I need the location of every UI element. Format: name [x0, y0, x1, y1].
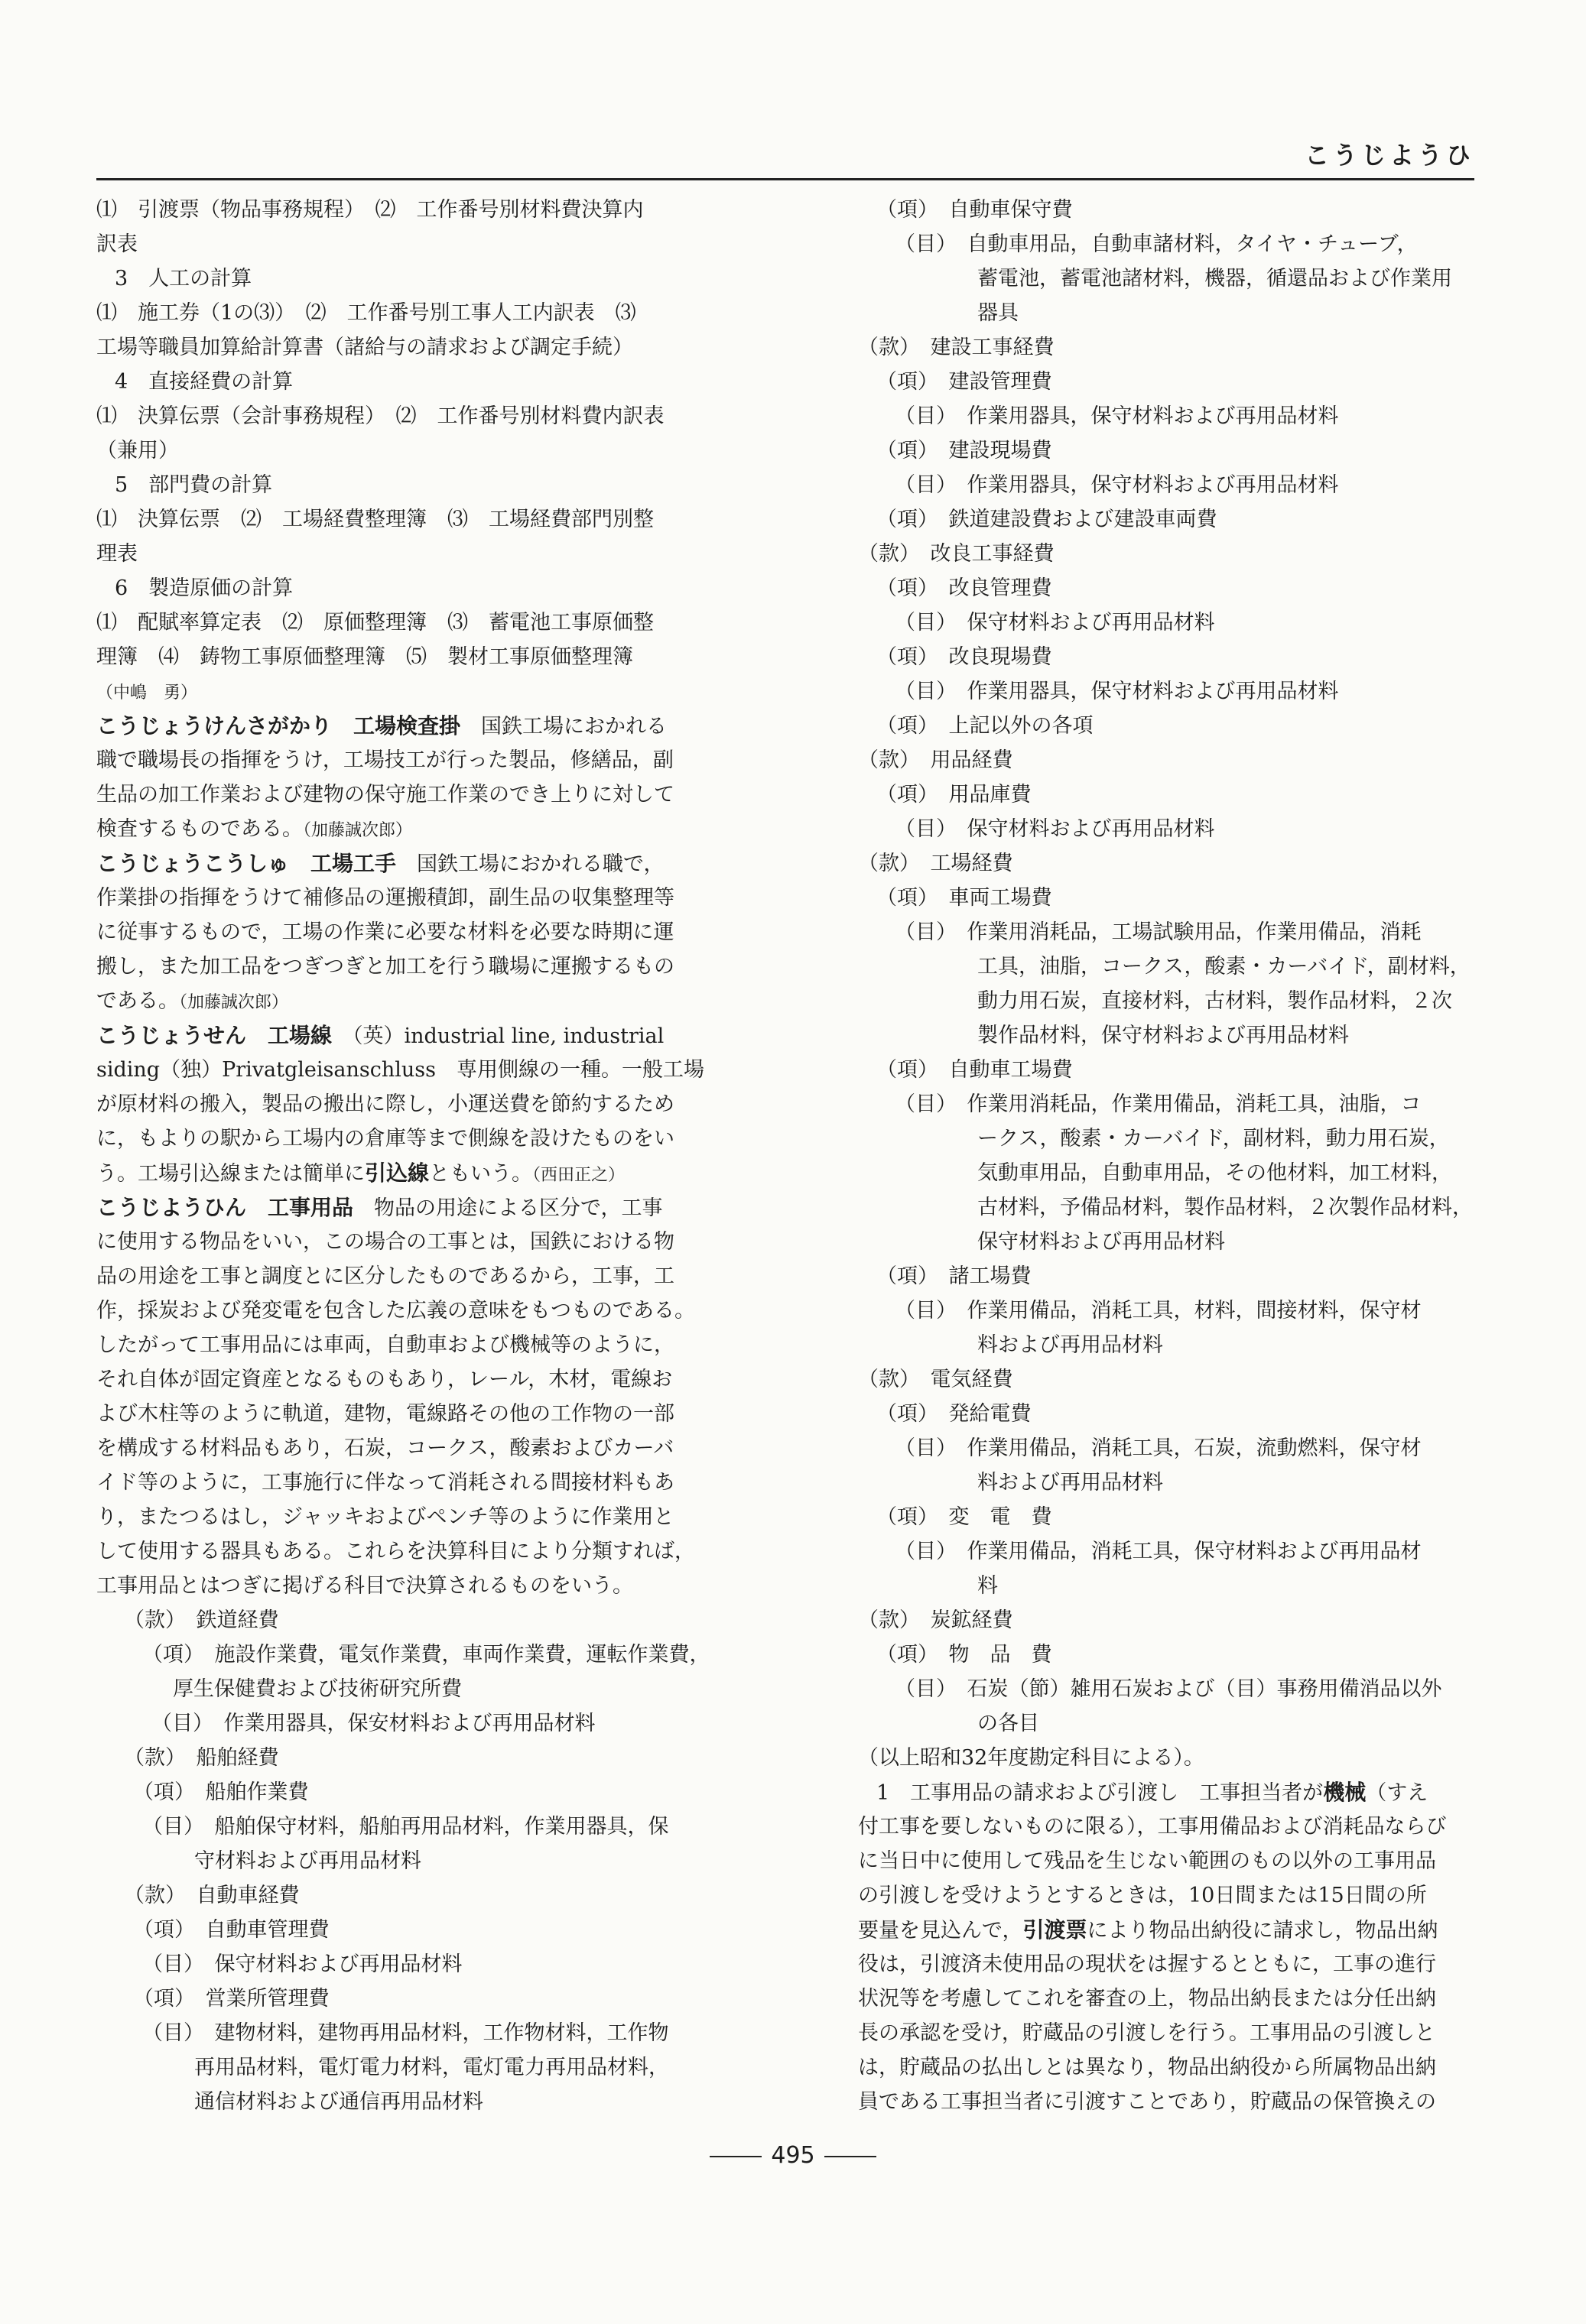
text-line: [96, 1706, 769, 1741]
text-line: [858, 433, 1477, 468]
text-line: [858, 1293, 1477, 1328]
text-run: 古材料，予備品材料，製作品材料，２次製作品材料，: [977, 1196, 1473, 1219]
text-run: 保守材料および再用品材料: [977, 1230, 1225, 1254]
text-run: （款） 工場経費: [858, 852, 1013, 875]
text-line: [96, 433, 769, 468]
text-line: [96, 227, 769, 261]
text-line: [858, 1878, 1477, 1913]
text-line: [858, 1844, 1477, 1878]
text-run: 要量を見込んで，: [858, 1919, 1023, 1943]
text-run: 長の承認を受け，貯蔵品の引渡しを行う。工事用品の引渡しと: [858, 2021, 1435, 2045]
text-run: （目） 作業用器具，保守材料および再用品材料: [895, 404, 1339, 428]
text-line: [858, 193, 1477, 227]
text-run: 5 部門費の計算: [115, 473, 273, 497]
text-line: [96, 640, 769, 674]
text-run: 守材料および再用品材料: [194, 1849, 421, 1873]
text-run: ⑴ 決算伝票（会計事務規程） ⑵ 工作番号別材料費内訳表: [96, 404, 665, 428]
text-line: [96, 1328, 769, 1362]
text-line: [858, 1603, 1477, 1638]
text-line: [96, 1500, 769, 1534]
text-run: 再用品材料，電灯電力材料，電灯電力再用品材料，: [194, 2056, 669, 2079]
text-line: [96, 709, 769, 743]
text-run: （目） 建物材料，建物再用品材料，工作物材料，工作物: [142, 2021, 669, 2045]
text-run: 状況等を考慮してこれを審査の上，物品出納長または分任出納: [858, 1987, 1436, 2011]
text-line: [96, 605, 769, 640]
text-run: （目） 作業用備品，消耗工具，石炭，流動燃料，保守材: [895, 1436, 1422, 1460]
text-line: [858, 1156, 1477, 1190]
text-run: （項） 車両工場費: [876, 886, 1052, 910]
text-run: ークス，酸素・カーバイド，副材料，動力用石炭，: [977, 1127, 1450, 1151]
text-line: [858, 743, 1477, 777]
text-line: [858, 1534, 1477, 1569]
text-run: （款） 改良工事経費: [858, 542, 1055, 566]
text-run: （項） 物 品 費: [876, 1643, 1052, 1667]
text-line: [858, 949, 1477, 984]
text-line: [858, 468, 1477, 502]
text-line: [96, 1947, 769, 1982]
text-line: [96, 296, 769, 330]
page-number-dash-left: [710, 2156, 762, 2157]
text-run: （項） 建設管理費: [876, 370, 1052, 394]
text-line: [858, 881, 1477, 915]
text-run: 理表: [96, 542, 138, 566]
text-line: [96, 1913, 769, 1947]
text-line: [858, 1087, 1477, 1121]
text-line: [858, 1018, 1477, 1053]
text-line: [96, 1982, 769, 2016]
text-line: [96, 571, 769, 605]
text-line: [858, 365, 1477, 399]
text-run: 6 製造原価の計算: [115, 576, 294, 600]
text-run: 製作品材料，保守材料および再用品材料: [977, 1024, 1349, 1047]
text-run: の引渡しを受けようとするときは，10日間または15日間の所: [858, 1884, 1427, 1907]
text-line: [858, 399, 1477, 433]
page-number: 495: [771, 2142, 815, 2169]
text-line: [96, 1431, 769, 1465]
text-run: に当日中に使用して残品を生じない範囲のもの以外の工事用品: [858, 1849, 1436, 1873]
text-line: [96, 1775, 769, 1810]
text-run: したがって工事用品には車両，自動車および機械等のように，: [96, 1333, 674, 1357]
text-line: [96, 330, 769, 365]
text-line: [858, 2050, 1477, 2085]
text-run: （兼用）: [96, 439, 179, 463]
text-line: [858, 1465, 1477, 1500]
text-run: （款） 自動車経費: [124, 1884, 300, 1907]
text-run: （項） 上記以外の各項: [876, 714, 1094, 738]
text-run: は，貯蔵品の払出しとは異なり，物品出納役から所属物品出納: [858, 2056, 1436, 2079]
text-line: [858, 812, 1477, 846]
text-line: [858, 1810, 1477, 1844]
bold-term: こうじょうこうしゅ 工場工手: [96, 851, 397, 876]
text-run: （項） 施設作業費，電気作業費，車両作業費，運転作業費，: [142, 1643, 710, 1667]
text-run: 器具: [977, 301, 1019, 325]
text-run: 付工事を要しないものに限る），工事用備品および消耗品ならび: [858, 1815, 1447, 1839]
text-line: [858, 640, 1477, 674]
bold-term: こうじょうせん 工場線: [96, 1023, 333, 1048]
text-run: 理簿 ⑷ 鋳物工事原価整理簿 ⑸ 製材工事原価整理簿: [96, 645, 633, 669]
text-run: （項） 用品庫費: [876, 783, 1032, 807]
text-line: [96, 365, 769, 399]
text-run: 検査するものである。: [96, 817, 303, 841]
text-line: [96, 1190, 769, 1225]
text-run: （目） 作業用器具，保安材料および再用品材料: [151, 1712, 596, 1735]
text-line: [96, 1534, 769, 1569]
text-run: （款） 鉄道経費: [124, 1608, 279, 1632]
text-line: [858, 1672, 1477, 1706]
page-footer: [0, 2142, 1586, 2169]
text-line: [96, 1156, 769, 1190]
text-run: （すえ: [1366, 1781, 1428, 1805]
text-line: [858, 605, 1477, 640]
text-line: [858, 1259, 1477, 1293]
text-line: [96, 949, 769, 984]
text-run: （目） 作業用消耗品，作業用備品，消耗工具，油脂，コ: [895, 1092, 1422, 1116]
text-line: [96, 1844, 769, 1878]
text-run: 物品の用途による区分で，工事: [353, 1196, 663, 1220]
text-run: 工事用品とはつぎに掲げる科目で決算されるものをいう。: [96, 1574, 633, 1598]
text-run: 生品の加工作業および建物の保守施工作業のでき上りに対して: [96, 783, 674, 807]
text-run: （款） 炭鉱経費: [858, 1608, 1013, 1632]
text-line: [858, 1741, 1477, 1775]
text-run: それ自体が固定資産となるものもあり，レール，木材，電線お: [96, 1368, 673, 1391]
text-line: [96, 1362, 769, 1397]
text-line: [96, 1121, 769, 1156]
text-line: [858, 1121, 1477, 1156]
text-run: が原材料の搬入，製品の搬出に際し，小運送費を節約するため: [96, 1092, 674, 1116]
text-run: り，またつるはし，ジャッキおよびペンチ等のように作業用と: [96, 1505, 674, 1529]
text-run: 作業掛の指揮をうけて補修品の運搬積卸，副生品の収集整理等: [96, 886, 674, 910]
text-run: 役は，引渡済未使用品の現状をは握するとともに，工事の進行: [858, 1952, 1436, 1976]
text-line: [858, 1775, 1477, 1810]
text-line: [858, 502, 1477, 537]
text-run: （項） 建設現場費: [876, 439, 1052, 463]
text-run: 職で職場長の指揮をうけ，工場技工が行った製品，修繕品，副: [96, 748, 674, 772]
text-line: [96, 846, 769, 881]
text-run: 気動車用品，自動車用品，その他材料，加工材料，: [977, 1161, 1452, 1185]
text-line: [858, 330, 1477, 365]
text-line: [96, 2050, 769, 2085]
author-credit: （中嶋 勇）: [96, 683, 198, 703]
text-line: [96, 674, 769, 709]
text-line: [96, 2085, 769, 2119]
text-line: [858, 1500, 1477, 1534]
text-line: [858, 296, 1477, 330]
text-run: （項） 発給電費: [876, 1402, 1032, 1426]
text-run: siding（独）Privatgleisanschluss 専用側線の一種。一般工場: [96, 1058, 704, 1082]
text-line: [858, 1362, 1477, 1397]
text-line: [858, 261, 1477, 296]
text-line: [96, 1087, 769, 1121]
text-run: （項） 諸工場費: [876, 1264, 1032, 1288]
text-run: （目） 作業用備品，消耗工具，保守材料および再用品材: [895, 1540, 1422, 1563]
text-run: 厚生保健費および技術研究所費: [173, 1677, 462, 1701]
text-run: （目） 作業用器具，保守材料および再用品材料: [895, 473, 1339, 497]
text-run: 搬し，また加工品をつぎつぎと加工を行う職場に運搬するもの: [96, 955, 674, 979]
text-line: [858, 674, 1477, 709]
text-run: （目） 自動車用品，自動車諸材料，タイヤ・チューブ，: [895, 232, 1418, 256]
text-run: の各目: [977, 1712, 1039, 1735]
text-run: により物品出納役に請求し，物品出納: [1087, 1919, 1438, 1943]
bold-term: こうじようひん 工事用品: [96, 1195, 354, 1220]
header-rule: [96, 178, 1474, 180]
text-run: ともいう。: [429, 1162, 533, 1186]
right-column: [858, 193, 1477, 2119]
text-run: （目） 作業用器具，保守材料および再用品材料: [895, 680, 1339, 703]
text-line: [96, 1878, 769, 1913]
text-line: [96, 1638, 769, 1672]
text-line: [858, 1638, 1477, 1672]
author-credit: （西田正之）: [532, 1166, 626, 1185]
text-run: に従事するもので，工場の作業に必要な材料を必要な時期に運: [96, 920, 674, 944]
text-run: である。: [96, 989, 179, 1013]
text-line: [96, 537, 769, 571]
text-line: [96, 2016, 769, 2050]
text-line: [858, 777, 1477, 812]
text-run: （目） 石炭（節）雑用石炭および（目）事務用備消品以外: [895, 1677, 1442, 1701]
text-line: [96, 1397, 769, 1431]
text-line: [96, 1259, 769, 1293]
text-line: [858, 1190, 1477, 1225]
text-run: 4 直接経費の計算: [115, 370, 294, 394]
text-line: [858, 1569, 1477, 1603]
text-line: [96, 812, 769, 846]
text-line: [96, 1018, 769, 1053]
text-line: [96, 1569, 769, 1603]
text-run: （項） 鉄道建設費および建設車両費: [876, 508, 1217, 531]
text-run: （項） 自動車工場費: [876, 1058, 1073, 1082]
text-line: [96, 1810, 769, 1844]
text-run: （目） 作業用備品，消耗工具，材料，間接材料，保守材: [895, 1299, 1422, 1323]
text-line: [96, 1741, 769, 1775]
text-run: 1 工事用品の請求および引渡し 工事担当者が: [876, 1781, 1324, 1805]
text-run: （目） 船舶保守材料，船舶再用品材料，作業用器具，保: [142, 1815, 669, 1839]
text-run: 蓄電池，蓄電池諸材料，機器，循還品および作業用: [977, 267, 1452, 290]
text-run: （項） 自動車保守費: [876, 198, 1073, 222]
text-run: ⑴ 施工券（1の⑶） ⑵ 工作番号別工事人工内訳表 ⑶: [96, 301, 636, 325]
text-line: [96, 777, 769, 812]
text-line: [96, 1672, 769, 1706]
text-line: [858, 2016, 1477, 2050]
page-number-dash-right: [824, 2156, 876, 2157]
text-run: （款） 電気経費: [858, 1368, 1013, 1391]
text-line: [96, 1293, 769, 1328]
text-run: 作，採炭および発変電を包含した広義の意味をもつものである。: [96, 1299, 695, 1323]
text-run: 料および再用品材料: [977, 1471, 1163, 1495]
text-line: [96, 468, 769, 502]
text-line: [858, 2085, 1477, 2119]
text-line: [858, 846, 1477, 881]
text-run: ⑴ 配賦率算定表 ⑵ 原価整理簿 ⑶ 蓄電池工事原価整: [96, 611, 654, 635]
text-line: [858, 1328, 1477, 1362]
text-line: [858, 1982, 1477, 2016]
text-run: う。工場引込線または簡単に: [96, 1162, 365, 1186]
text-line: [96, 881, 769, 915]
text-run: 工具，油脂，コークス，酸素・カーバイド，副材料，: [977, 955, 1471, 979]
text-line: [858, 537, 1477, 571]
text-line: [96, 399, 769, 433]
text-run: 3 人工の計算: [115, 267, 252, 290]
text-line: [858, 1431, 1477, 1465]
text-line: [96, 193, 769, 227]
text-line: [96, 261, 769, 296]
left-column: [96, 193, 769, 2119]
text-run: 員である工事担当者に引渡すことであり，貯蔵品の保管換えの: [858, 2090, 1436, 2114]
text-run: （項） 営業所管理費: [133, 1987, 330, 2011]
text-run: に使用する物品をいい，この場合の工事とは，国鉄における物: [96, 1230, 674, 1254]
author-credit: （加藤誠次郎）: [179, 993, 289, 1012]
author-credit: （加藤誠次郎）: [303, 821, 413, 840]
text-run: 国鉄工場におかれる職で，: [396, 852, 665, 876]
text-line: [858, 1913, 1477, 1947]
text-run: （項） 改良現場費: [876, 645, 1052, 669]
text-run: （目） 保守材料および再用品材料: [142, 1952, 463, 1976]
text-line: [96, 1603, 769, 1638]
text-run: （項） 改良管理費: [876, 576, 1052, 600]
text-run: 品の用途を工事と調度とに区分したものであるから，工事，工: [96, 1264, 674, 1288]
text-run: （英）industrial line, industrial: [332, 1024, 665, 1048]
text-run: （以上昭和32年度勘定科目による）。: [858, 1746, 1204, 1770]
text-run: イド等のように，工事施行に伴なって消耗される間接材料もあ: [96, 1471, 674, 1495]
text-run: （項） 船舶作業費: [133, 1780, 309, 1804]
text-run: （目） 保守材料および再用品材料: [895, 817, 1215, 841]
text-line: [858, 227, 1477, 261]
text-run: 国鉄工場におかれる: [460, 715, 668, 738]
text-run: （目） 保守材料および再用品材料: [895, 611, 1215, 635]
text-line: [858, 1225, 1477, 1259]
text-line: [858, 1706, 1477, 1741]
text-run: （項） 変 電 費: [876, 1505, 1052, 1529]
running-header: こうじようひ: [1304, 141, 1474, 170]
text-line: [96, 1225, 769, 1259]
text-run: して使用する器具もある。これらを決算科目により分類すれば，: [96, 1540, 695, 1563]
text-run: （目） 作業用消耗品，工場試験用品，作業用備品，消耗: [895, 920, 1422, 944]
text-run: に，もよりの駅から工場内の倉庫等まで側線を設けたものをい: [96, 1127, 674, 1151]
text-line: [96, 502, 769, 537]
text-line: [858, 571, 1477, 605]
text-run: （款） 建設工事経費: [858, 336, 1055, 359]
text-run: ⑴ 決算伝票 ⑵ 工場経費整理簿 ⑶ 工場経費部門別整: [96, 508, 654, 531]
bold-term: 機械: [1323, 1780, 1367, 1805]
text-line: [858, 915, 1477, 949]
text-line: [96, 915, 769, 949]
text-line: [858, 1053, 1477, 1087]
text-run: （款） 用品経費: [858, 748, 1013, 772]
text-run: 訳表: [96, 232, 138, 256]
text-line: [858, 709, 1477, 743]
text-line: [96, 984, 769, 1018]
text-run: 料: [977, 1574, 998, 1598]
text-line: [96, 743, 769, 777]
bold-term: こうじょうけんさがかり 工場検査掛: [96, 713, 461, 738]
bold-term: 引込線: [365, 1160, 430, 1186]
text-run: （款） 船舶経費: [124, 1746, 279, 1770]
text-line: [96, 1465, 769, 1500]
text-line: [858, 984, 1477, 1018]
text-run: 動力用石炭，直接材料，古材料，製作品材料，２次: [977, 989, 1452, 1013]
text-run: （項） 自動車管理費: [133, 1918, 330, 1942]
text-line: [96, 1053, 769, 1087]
text-line: [858, 1947, 1477, 1982]
text-run: 料および再用品材料: [977, 1333, 1163, 1357]
text-line: [858, 1397, 1477, 1431]
text-run: ⑴ 引渡票（物品事務規程） ⑵ 工作番号別材料費決算内: [96, 198, 644, 222]
text-run: 工場等職員加算給計算書（諸給与の請求および調定手続）: [96, 336, 633, 359]
text-run: を構成する材料品もあり，石炭，コークス，酸素およびカーバ: [96, 1436, 674, 1460]
text-run: よび木柱等のように軌道，建物，電線路その他の工作物の一部: [96, 1402, 674, 1426]
bold-term: 引渡票: [1022, 1917, 1087, 1943]
text-run: 通信材料および通信再用品材料: [194, 2090, 483, 2114]
